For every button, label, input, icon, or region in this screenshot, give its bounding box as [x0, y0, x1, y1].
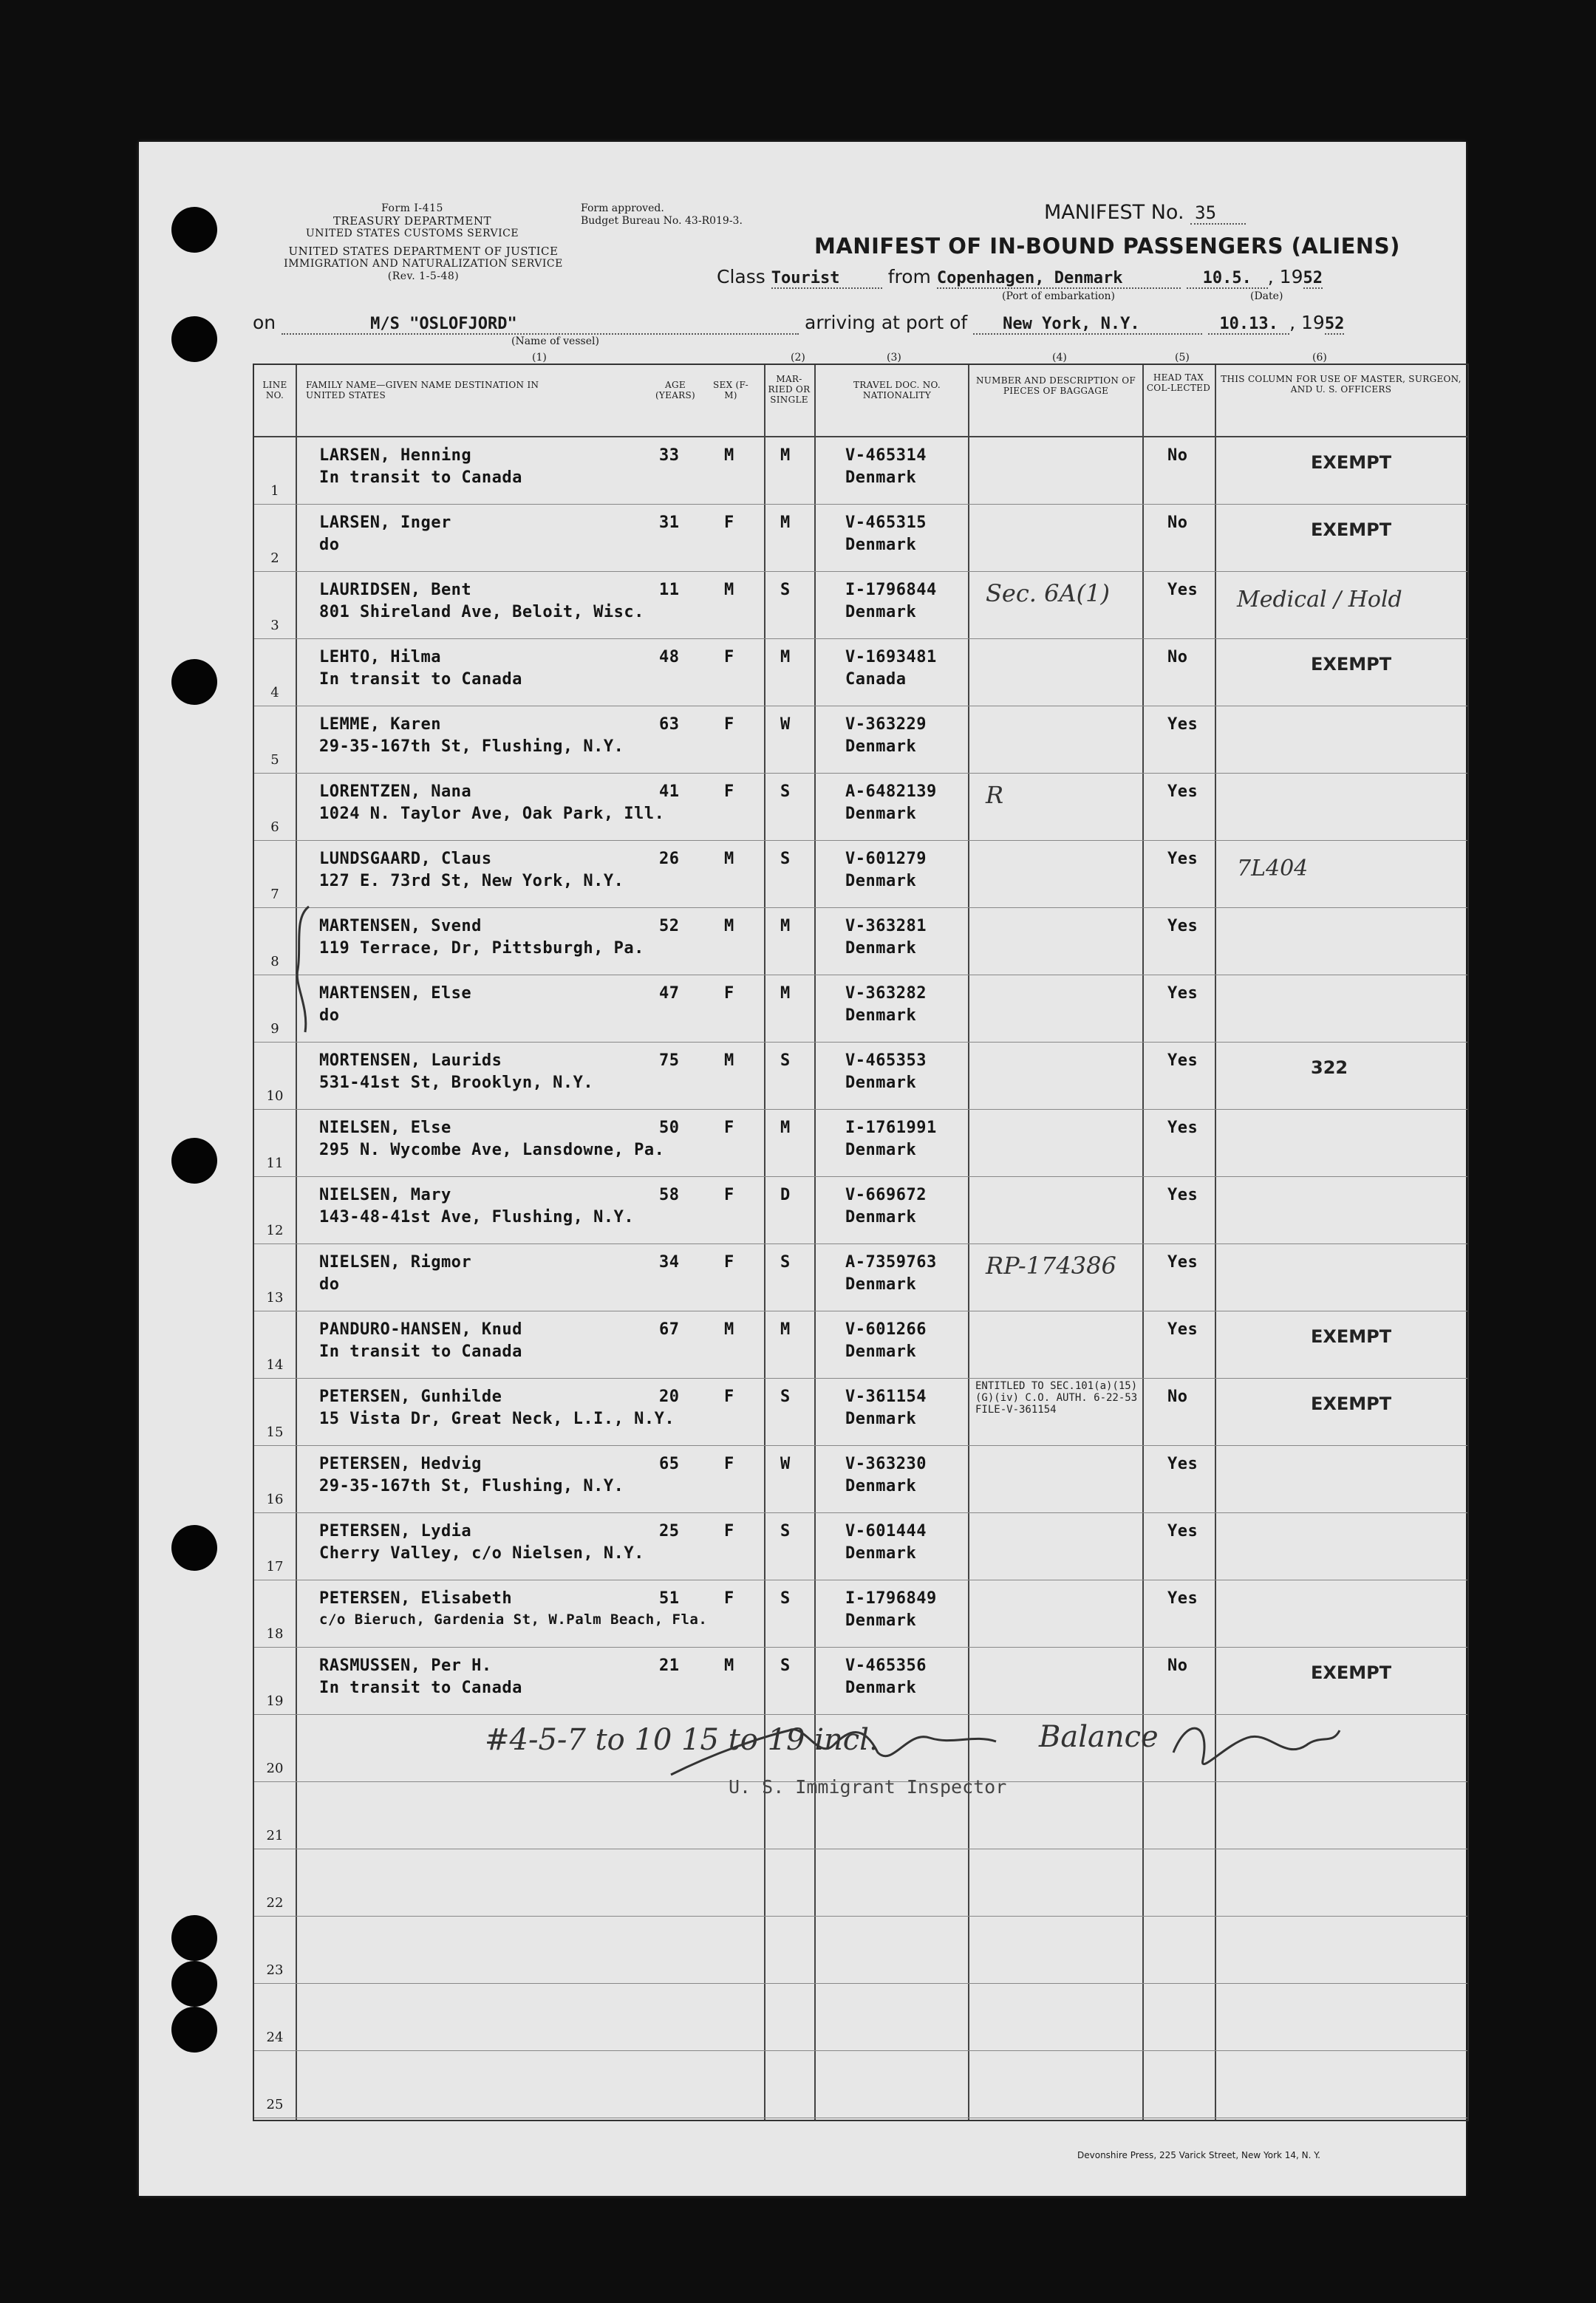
travel-doc: V-465315: [845, 514, 927, 532]
colnum-1: (1): [532, 352, 547, 364]
nationality: Denmark: [845, 1208, 917, 1226]
sex: F: [724, 1253, 734, 1272]
col-travel-doc: TRAVEL DOC. NO. NATIONALITY: [853, 380, 941, 400]
age: 33: [659, 446, 680, 465]
marital-status: S: [780, 850, 791, 868]
line-number: 25: [266, 2097, 284, 2112]
age: 34: [659, 1253, 680, 1272]
marital-status: W: [780, 715, 791, 734]
age: 26: [659, 850, 680, 868]
age: 20: [659, 1388, 680, 1406]
inspector-signature: [656, 1708, 1070, 1789]
colnum-2: (2): [791, 352, 805, 364]
nationality: Denmark: [845, 1544, 917, 1563]
head-tax: No: [1167, 1657, 1188, 1675]
line-number: 19: [266, 1693, 284, 1709]
head-tax: Yes: [1167, 782, 1198, 801]
punch-hole: [171, 659, 217, 705]
destination: 29-35-167th St, Flushing, N.Y.: [319, 1477, 624, 1495]
nationality: Denmark: [845, 805, 917, 823]
nationality: Denmark: [845, 1611, 917, 1630]
sex: F: [724, 1522, 734, 1541]
col-age: AGE (YEARS): [655, 380, 696, 400]
table-row: [254, 908, 1467, 975]
table-row: [254, 1110, 1467, 1177]
arrival-year: 52: [1324, 315, 1345, 333]
travel-doc: V-363229: [845, 715, 927, 734]
line-number: 17: [266, 1559, 284, 1574]
marital-status: S: [780, 1589, 791, 1608]
line-number: 24: [266, 2030, 284, 2045]
sex: F: [724, 1119, 734, 1137]
travel-doc: I-1796849: [845, 1589, 937, 1608]
line-number: 11: [266, 1156, 284, 1171]
age: 65: [659, 1455, 680, 1473]
line-number: 4: [270, 685, 279, 700]
table-row: [254, 639, 1467, 706]
passenger-name: LUNDSGAARD, Claus: [319, 850, 492, 868]
balance-note: Balance: [1039, 1720, 1159, 1754]
marital-status: D: [780, 1186, 791, 1204]
manifest-number: [1044, 201, 1246, 224]
punch-hole: [171, 207, 217, 253]
sex: F: [724, 1388, 734, 1406]
marital-status: M: [780, 446, 791, 465]
line-number: 3: [270, 618, 279, 633]
punch-hole: [171, 2007, 217, 2053]
sex: M: [724, 446, 734, 465]
travel-doc: I-1761991: [845, 1119, 937, 1137]
colnum-3: (3): [887, 352, 901, 364]
age: 31: [659, 514, 680, 532]
destination: In transit to Canada: [319, 1679, 522, 1697]
nationality: Denmark: [845, 1477, 917, 1495]
destination: Cherry Valley, c/o Nielsen, N.Y.: [319, 1544, 644, 1563]
table-row: [254, 2051, 1467, 2118]
colnum-5: (5): [1175, 352, 1190, 364]
punch-hole: [171, 316, 217, 362]
passenger-name: PETERSEN, Elisabeth: [319, 1589, 513, 1608]
arriving-label: arriving at port of: [805, 312, 968, 333]
travel-doc: V-363281: [845, 917, 927, 935]
passenger-name: MARTENSEN, Else: [319, 984, 472, 1003]
col-officers: THIS COLUMN FOR USE OF MASTER, SURGEON, AND U. S. OFFICERS: [1221, 374, 1462, 395]
table-row: [254, 1513, 1467, 1580]
nationality: Denmark: [845, 1679, 917, 1697]
head-tax: Yes: [1167, 1320, 1198, 1339]
officer-note: EXEMPT: [1311, 654, 1392, 675]
age: 51: [659, 1589, 680, 1608]
baggage-note: ENTITLED TO SEC.101(a)(15)(G)(iv) C.O. AUTH. 6-22-53 FILE-V-361154: [975, 1380, 1138, 1416]
travel-doc: V-601279: [845, 850, 927, 868]
sex: F: [724, 1589, 734, 1608]
age: 52: [659, 917, 680, 935]
passenger-name: NIELSEN, Else: [319, 1119, 451, 1137]
age: 41: [659, 782, 680, 801]
head-tax: No: [1167, 1388, 1188, 1406]
balance-signature: [1159, 1701, 1351, 1782]
nationality: Denmark: [845, 603, 917, 621]
nationality: Denmark: [845, 1074, 917, 1092]
class-value: Tourist: [771, 269, 882, 289]
table-row: [254, 841, 1467, 908]
embark-date: 10.5.: [1187, 269, 1268, 289]
head-tax: Yes: [1167, 1253, 1198, 1272]
table-row: [254, 1311, 1467, 1379]
port-of-embarkation: Copenhagen, Denmark: [937, 269, 1181, 289]
destination: 295 N. Wycombe Ave, Lansdowne, Pa.: [319, 1141, 665, 1159]
passenger-name: PANDURO-HANSEN, Knud: [319, 1320, 522, 1339]
marital-status: M: [780, 648, 791, 666]
destination: 29-35-167th St, Flushing, N.Y.: [319, 737, 624, 756]
baggage-note: RP-174386: [986, 1252, 1116, 1280]
table-row: [254, 1917, 1467, 1984]
passenger-name: RASMUSSEN, Per H.: [319, 1657, 492, 1675]
vessel-line: [253, 312, 1464, 335]
marital-status: M: [780, 1119, 791, 1137]
travel-doc: I-1796844: [845, 581, 937, 599]
table-row: [254, 1984, 1467, 2051]
passenger-name: LARSEN, Henning: [319, 446, 472, 465]
age: 58: [659, 1186, 680, 1204]
head-tax: Yes: [1167, 1051, 1198, 1070]
destination: do: [319, 1006, 340, 1025]
baggage-note: Sec. 6A(1): [986, 579, 1110, 607]
marital-status: S: [780, 1522, 791, 1541]
manifest-label: MANIFEST No.: [1044, 201, 1184, 224]
marital-status: S: [780, 1657, 791, 1675]
nationality: Denmark: [845, 939, 917, 958]
sex: F: [724, 782, 734, 801]
sex: F: [724, 514, 734, 532]
sex: F: [724, 648, 734, 666]
destination: 127 E. 73rd St, New York, N.Y.: [319, 872, 624, 890]
marital-status: M: [780, 514, 791, 532]
officer-note: EXEMPT: [1311, 519, 1392, 540]
arrival-year-prefix: , 19: [1289, 312, 1325, 333]
travel-doc: V-363282: [845, 984, 927, 1003]
line-number: 13: [266, 1290, 284, 1306]
embark-year: 52: [1303, 269, 1323, 287]
age: 25: [659, 1522, 680, 1541]
destination: do: [319, 536, 340, 554]
sex: F: [724, 984, 734, 1003]
head-tax: No: [1167, 446, 1188, 465]
marital-status: S: [780, 1253, 791, 1272]
table-row: [254, 505, 1467, 572]
travel-doc: V-465314: [845, 446, 927, 465]
head-tax: Yes: [1167, 1522, 1198, 1541]
punch-hole: [171, 1961, 217, 2007]
head-tax: Yes: [1167, 1119, 1198, 1137]
passenger-name: MARTENSEN, Svend: [319, 917, 482, 935]
nationality: Denmark: [845, 1006, 917, 1025]
line-number: 10: [266, 1088, 284, 1104]
table-row: [254, 1849, 1467, 1917]
sex: F: [724, 715, 734, 734]
marital-status: M: [780, 984, 791, 1003]
table-row: [254, 1379, 1467, 1446]
travel-doc: V-465353: [845, 1051, 927, 1070]
age: 67: [659, 1320, 680, 1339]
passenger-name: NIELSEN, Rigmor: [319, 1253, 472, 1272]
age: 48: [659, 648, 680, 666]
marital-status: S: [780, 782, 791, 801]
sex: M: [724, 917, 734, 935]
from-label: from: [887, 266, 931, 287]
destination: 1024 N. Taylor Ave, Oak Park, Ill.: [319, 805, 665, 823]
col-head-tax: HEAD TAX COL-LECTED: [1146, 372, 1211, 393]
sex: M: [724, 1320, 734, 1339]
col-baggage: NUMBER AND DESCRIPTION OF PIECES OF BAGGAGE: [975, 375, 1136, 396]
line-number: 6: [270, 819, 279, 835]
line-number: 20: [266, 1761, 284, 1776]
baggage-note: R: [986, 781, 1004, 809]
travel-doc: V-363230: [845, 1455, 927, 1473]
line-number: 9: [270, 1021, 279, 1037]
col-married: MAR-RIED OR SINGLE: [768, 374, 811, 405]
date-caption: (Date): [1250, 290, 1283, 302]
table-row: [254, 1244, 1467, 1311]
nationality: Denmark: [845, 737, 917, 756]
travel-doc: V-601444: [845, 1522, 927, 1541]
nationality: Canada: [845, 670, 907, 689]
table-row: [254, 774, 1467, 841]
justice-dept: UNITED STATES DEPARTMENT OF JUSTICE: [288, 245, 559, 258]
sex: M: [724, 1051, 734, 1070]
arrival-port: New York, N.Y.: [973, 315, 1202, 335]
line-number: 14: [266, 1357, 284, 1373]
head-tax: Yes: [1167, 581, 1198, 599]
destination: 801 Shireland Ave, Beloit, Wisc.: [319, 603, 644, 621]
destination: 143-48-41st Ave, Flushing, N.Y.: [319, 1208, 635, 1226]
age: 21: [659, 1657, 680, 1675]
handwritten-totals: #4-5-7 to 10 15 to 19 incl.: [485, 1723, 879, 1757]
travel-doc: A-7359763: [845, 1253, 937, 1272]
inspector-caption: U. S. Immigrant Inspector: [729, 1776, 1007, 1798]
arrival-date: 10.13.: [1208, 315, 1289, 335]
head-tax: Yes: [1167, 1186, 1198, 1204]
revision: (Rev. 1-5-48): [387, 270, 460, 282]
passenger-name: PETERSEN, Hedvig: [319, 1455, 482, 1473]
line-number: 12: [266, 1223, 284, 1238]
line-number: 8: [270, 954, 279, 969]
destination: c/o Bieruch, Gardenia St, W.Palm Beach, Fla.: [319, 1611, 708, 1628]
travel-doc: V-465356: [845, 1657, 927, 1675]
nationality: Denmark: [845, 1410, 917, 1428]
destination: In transit to Canada: [319, 468, 522, 487]
age: 63: [659, 715, 680, 734]
table-row: [254, 572, 1467, 639]
customs-service: UNITED STATES CUSTOMS SERVICE: [305, 228, 519, 239]
head-tax: Yes: [1167, 850, 1198, 868]
nationality: Denmark: [845, 468, 917, 487]
nationality: Denmark: [845, 1275, 917, 1294]
destination: 119 Terrace, Dr, Pittsburgh, Pa.: [319, 939, 644, 958]
nationality: Denmark: [845, 1342, 917, 1361]
travel-doc: V-361154: [845, 1388, 927, 1406]
printer-footer: Devonshire Press, 225 Varick Street, New York 14, N. Y.: [1077, 2150, 1320, 2160]
class-label: Class: [717, 266, 765, 287]
travel-doc: V-1693481: [845, 648, 937, 666]
line-number: 21: [266, 1828, 284, 1843]
head-tax: Yes: [1167, 715, 1198, 734]
sex: F: [724, 1455, 734, 1473]
destination: In transit to Canada: [319, 1342, 522, 1361]
head-tax: Yes: [1167, 984, 1198, 1003]
head-tax: Yes: [1167, 917, 1198, 935]
head-tax: No: [1167, 514, 1188, 532]
line-number: 15: [266, 1425, 284, 1440]
table-row: [254, 706, 1467, 774]
age: 11: [659, 581, 680, 599]
port-caption: (Port of embarkation): [1002, 290, 1115, 302]
line-number: 7: [270, 887, 279, 902]
nationality: Denmark: [845, 872, 917, 890]
officer-note: Medical / Hold: [1237, 587, 1402, 613]
travel-doc: V-669672: [845, 1186, 927, 1204]
line-number: 2: [270, 550, 279, 566]
age: 75: [659, 1051, 680, 1070]
vessel-name: M/S "OSLOFJORD": [282, 315, 799, 335]
on-label: on: [253, 312, 276, 333]
passenger-name: PETERSEN, Lydia: [319, 1522, 472, 1541]
budget-line: Budget Bureau No. 43-R019-3.: [581, 215, 743, 227]
sex: M: [724, 1657, 734, 1675]
passenger-name: LARSEN, Inger: [319, 514, 451, 532]
destination: 531-41st St, Brooklyn, N.Y.: [319, 1074, 594, 1092]
travel-doc: V-601266: [845, 1320, 927, 1339]
destination: In transit to Canada: [319, 670, 522, 689]
age: 50: [659, 1119, 680, 1137]
marital-status: W: [780, 1455, 791, 1473]
sex: M: [724, 850, 734, 868]
approved-line: Form approved.: [581, 202, 664, 214]
line-number: 1: [270, 483, 279, 499]
marital-status: M: [780, 1320, 791, 1339]
line-number: 18: [266, 1626, 284, 1642]
passenger-table: [253, 364, 1469, 2121]
class-line: [717, 266, 1456, 289]
travel-doc: A-6482139: [845, 782, 937, 801]
table-row: [254, 975, 1467, 1043]
manifest-value: 35: [1190, 202, 1246, 225]
col-name: FAMILY NAME—GIVEN NAME DESTINATION IN UNITED STATES: [306, 380, 539, 400]
officer-note: EXEMPT: [1311, 452, 1392, 473]
line-number: 5: [270, 752, 279, 768]
ins-service: IMMIGRATION AND NATURALIZATION SERVICE: [284, 258, 563, 270]
officer-note: EXEMPT: [1311, 1662, 1392, 1683]
passenger-name: LEMME, Karen: [319, 715, 441, 734]
marital-status: S: [780, 581, 791, 599]
passenger-name: PETERSEN, Gunhilde: [319, 1388, 502, 1406]
age: 47: [659, 984, 680, 1003]
passenger-name: LORENTZEN, Nana: [319, 782, 472, 801]
punch-hole: [171, 1525, 217, 1571]
table-row: [254, 1580, 1467, 1648]
col-sex: SEX (F-M): [713, 380, 748, 400]
sex: F: [724, 1186, 734, 1204]
destination: 15 Vista Dr, Great Neck, L.I., N.Y.: [319, 1410, 675, 1428]
form-number: Form I-415: [381, 202, 443, 214]
officer-note: EXEMPT: [1311, 1393, 1392, 1414]
passenger-name: NIELSEN, Mary: [319, 1186, 451, 1204]
table-row: [254, 437, 1467, 505]
page-title: MANIFEST OF IN-BOUND PASSENGERS (ALIENS): [814, 233, 1400, 259]
table-row: [254, 1446, 1467, 1513]
nationality: Denmark: [845, 1141, 917, 1159]
destination: do: [319, 1275, 340, 1294]
line-number: 16: [266, 1492, 284, 1507]
punch-hole: [171, 1138, 217, 1184]
sex: M: [724, 581, 734, 599]
embark-year-prefix: , 19: [1267, 266, 1303, 287]
officer-note: EXEMPT: [1311, 1326, 1392, 1347]
dept-header: [253, 245, 593, 283]
punch-hole: [171, 1915, 217, 1961]
passenger-name: LEHTO, Hilma: [319, 648, 441, 666]
colnum-6: (6): [1312, 352, 1327, 364]
head-tax: Yes: [1167, 1455, 1198, 1473]
passenger-name: MORTENSEN, Laurids: [319, 1051, 502, 1070]
nationality: Denmark: [845, 536, 917, 554]
manifest-sheet: [139, 142, 1466, 2196]
passenger-name: LAURIDSEN, Bent: [319, 581, 472, 599]
line-number: 23: [266, 1962, 284, 1978]
marital-status: M: [780, 917, 791, 935]
head-tax: Yes: [1167, 1589, 1198, 1608]
margin-bracket: [287, 903, 316, 1036]
vessel-caption: (Name of vessel): [511, 335, 599, 347]
officer-note: 322: [1311, 1057, 1348, 1078]
marital-status: S: [780, 1051, 791, 1070]
approval-block: [581, 202, 743, 228]
officer-note: 7L404: [1237, 856, 1309, 881]
table-row: [254, 1043, 1467, 1110]
head-tax: No: [1167, 648, 1188, 666]
colnum-4: (4): [1052, 352, 1067, 364]
table-row: [254, 1177, 1467, 1244]
line-number: 22: [266, 1895, 284, 1911]
treasury-dept: TREASURY DEPARTMENT: [333, 214, 491, 228]
form-header: [228, 202, 597, 240]
col-line: LINE NO.: [262, 380, 287, 400]
marital-status: S: [780, 1388, 791, 1406]
